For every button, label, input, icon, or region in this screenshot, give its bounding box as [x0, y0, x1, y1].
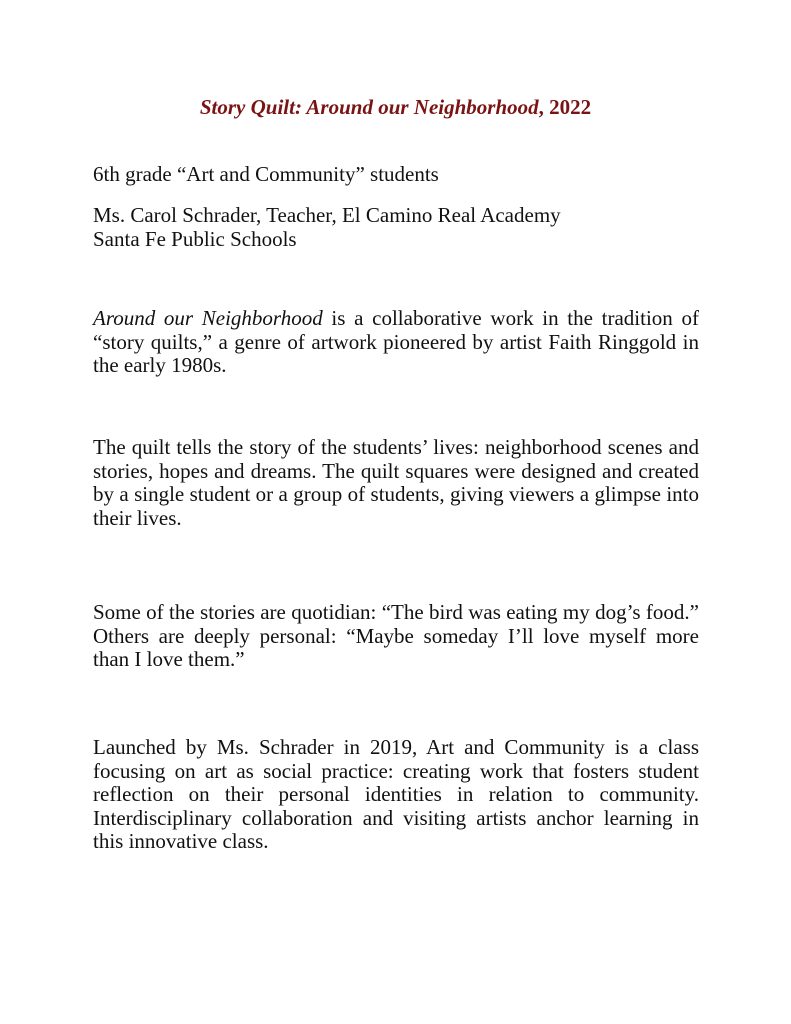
- paragraph-intro-text: is a collaborative work in the tradition of “story quilts,” a genre of artwork pioneered by artist Faith Ringgold in the early 1980s.: [93, 306, 699, 377]
- document-title-italic: Story Quilt: Around our Neighborhood: [199, 95, 539, 119]
- paragraph-class: Launched by Ms. Schrader in 2019, Art and Community is a class focusing on art as social practice: creating work that fosters student reflection on their personal identities in relation to community. Interdisciplinary collaboration and visiting artists anchor learning in this innovative class.: [93, 735, 699, 853]
- document-title: [0, 95, 791, 120]
- paragraph-intro-italic: Around our Neighborhood: [93, 306, 323, 330]
- paragraph-quotes: Some of the stories are quotidian: “The bird was eating my dog’s food.” Others are deeply personal: “Maybe someday I’ll love myself more than I love them.”: [93, 600, 699, 671]
- subtitle: 6th grade “Art and Community” students: [93, 162, 439, 186]
- district-line: Santa Fe Public Schools: [93, 227, 297, 251]
- document-title-year: , 2022: [538, 95, 592, 119]
- teacher-line: Ms. Carol Schrader, Teacher, El Camino Real Academy: [93, 203, 561, 227]
- paragraph-story: The quilt tells the story of the students’ lives: neighborhood scenes and stories, hopes and dreams. The quilt squares were designed and created by a single student or a group of students, giving viewers a glimpse into their lives.: [93, 435, 699, 530]
- paragraph-intro: [93, 307, 699, 378]
